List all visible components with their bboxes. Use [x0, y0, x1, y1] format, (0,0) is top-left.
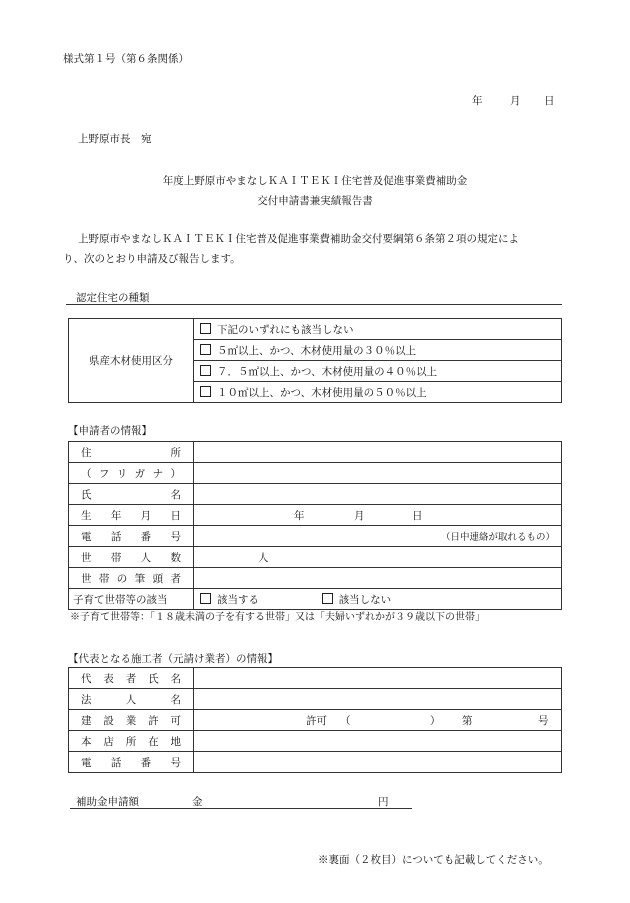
- housing-row-label: 県産木材使用区分: [69, 319, 194, 403]
- child-household-yes[interactable]: 該当する: [200, 594, 259, 606]
- date-month: 月: [510, 95, 521, 107]
- applicant-phone-label: 電 話 番 号: [69, 526, 194, 547]
- applicant-address-label: 住 所: [69, 442, 194, 463]
- contractor-license-field[interactable]: 許可 （ ） 第 号: [194, 710, 562, 731]
- applicant-phone-field[interactable]: [194, 526, 562, 547]
- phone-note: （日中連絡が取れるもの）: [440, 532, 555, 543]
- housing-option-3[interactable]: １０㎡以上、かつ、木材使用量の５０％以上: [194, 382, 562, 403]
- checkbox-icon[interactable]: [322, 593, 333, 604]
- applicant-child-household-field: [194, 589, 562, 610]
- intro-line2: り、次のとおり申請及び報告します。: [63, 253, 241, 265]
- contractor-rep-name-label: 代 表 者 氏 名: [69, 668, 194, 689]
- applicant-household-head-field[interactable]: [194, 568, 562, 589]
- contractor-office-field[interactable]: [194, 731, 562, 752]
- housing-option-2[interactable]: ７．５㎡以上、かつ、木材使用量の４０％以上: [194, 361, 562, 382]
- child-household-note: ※子育て世帯等：「１８歳未満の子を有する世帯」又は「夫婦いずれかが３９歳以下の世帯」: [70, 612, 485, 623]
- applicant-name-label: 氏 名: [69, 484, 194, 505]
- contractor-rep-name-field[interactable]: [194, 668, 562, 689]
- checkbox-icon[interactable]: [200, 386, 211, 397]
- applicant-furigana-field[interactable]: [194, 463, 562, 484]
- contractor-table: [68, 667, 562, 773]
- housing-heading: 認定住宅の種類: [76, 292, 150, 304]
- applicant-household-size-field[interactable]: 人: [194, 547, 562, 568]
- contractor-phone-field[interactable]: [194, 752, 562, 773]
- contractor-office-label: 本 店 所 在 地: [69, 731, 194, 752]
- child-household-no[interactable]: 該当しない: [322, 594, 392, 606]
- form-title-line1: 年度上野原市やまなしＫＡＩＴＥＫＩ住宅普及促進事業費補助金: [162, 175, 468, 187]
- applicant-birthdate-field[interactable]: 年 月 日: [194, 505, 562, 526]
- subsidy-yen: 円: [378, 796, 389, 808]
- subsidy-label: 補助金申請額: [76, 796, 139, 808]
- applicant-child-household-label: 子育て世帯等の該当: [69, 589, 194, 610]
- checkbox-icon[interactable]: [200, 593, 211, 604]
- contractor-license-label: 建 設 業 許 可: [69, 710, 194, 731]
- applicant-address-field[interactable]: [194, 442, 562, 463]
- contractor-heading: 【代表となる施工者（元請け業者）の情報】: [68, 653, 278, 665]
- date-year: 年: [472, 95, 483, 107]
- applicant-name-field[interactable]: [194, 484, 562, 505]
- contractor-phone-label: 電 話 番 号: [69, 752, 194, 773]
- applicant-heading: 【申請者の情報】: [68, 425, 152, 437]
- applicant-furigana-label: （ フ リ ガ ナ ）: [69, 463, 194, 484]
- checkbox-icon[interactable]: [200, 344, 211, 355]
- form-number: 様式第１号（第６条関係）: [63, 53, 189, 65]
- housing-option-1[interactable]: ５㎡以上、かつ、木材使用量の３０％以上: [194, 340, 562, 361]
- intro-line1: 上野原市やまなしＫＡＩＴＥＫＩ住宅普及促進事業費補助金交付要綱第６条第２項の規定によ: [78, 233, 519, 245]
- subsidy-underline[interactable]: [70, 808, 412, 809]
- contractor-corp-name-field[interactable]: [194, 689, 562, 710]
- housing-table: [68, 318, 562, 403]
- date-day: 日: [544, 95, 555, 107]
- housing-option-0[interactable]: 下記のいずれにも該当しない: [194, 319, 562, 340]
- subsidy-kin: 金: [192, 796, 203, 808]
- applicant-birthdate-label: 生 年 月 日: [69, 505, 194, 526]
- checkbox-icon[interactable]: [200, 323, 211, 334]
- addressee: 上野原市長 宛: [78, 133, 152, 145]
- form-title-line2: 交付申請書兼実績報告書: [257, 195, 373, 207]
- footer-note: ※裏面（２枚目）についても記載してください。: [318, 854, 549, 866]
- housing-heading-underline: [66, 304, 562, 305]
- checkbox-icon[interactable]: [200, 365, 211, 376]
- applicant-table: [68, 441, 562, 610]
- applicant-household-head-label: 世 帯 の 筆 頭 者: [69, 568, 194, 589]
- contractor-corp-name-label: 法 人 名: [69, 689, 194, 710]
- applicant-household-size-label: 世 帯 人 数: [69, 547, 194, 568]
